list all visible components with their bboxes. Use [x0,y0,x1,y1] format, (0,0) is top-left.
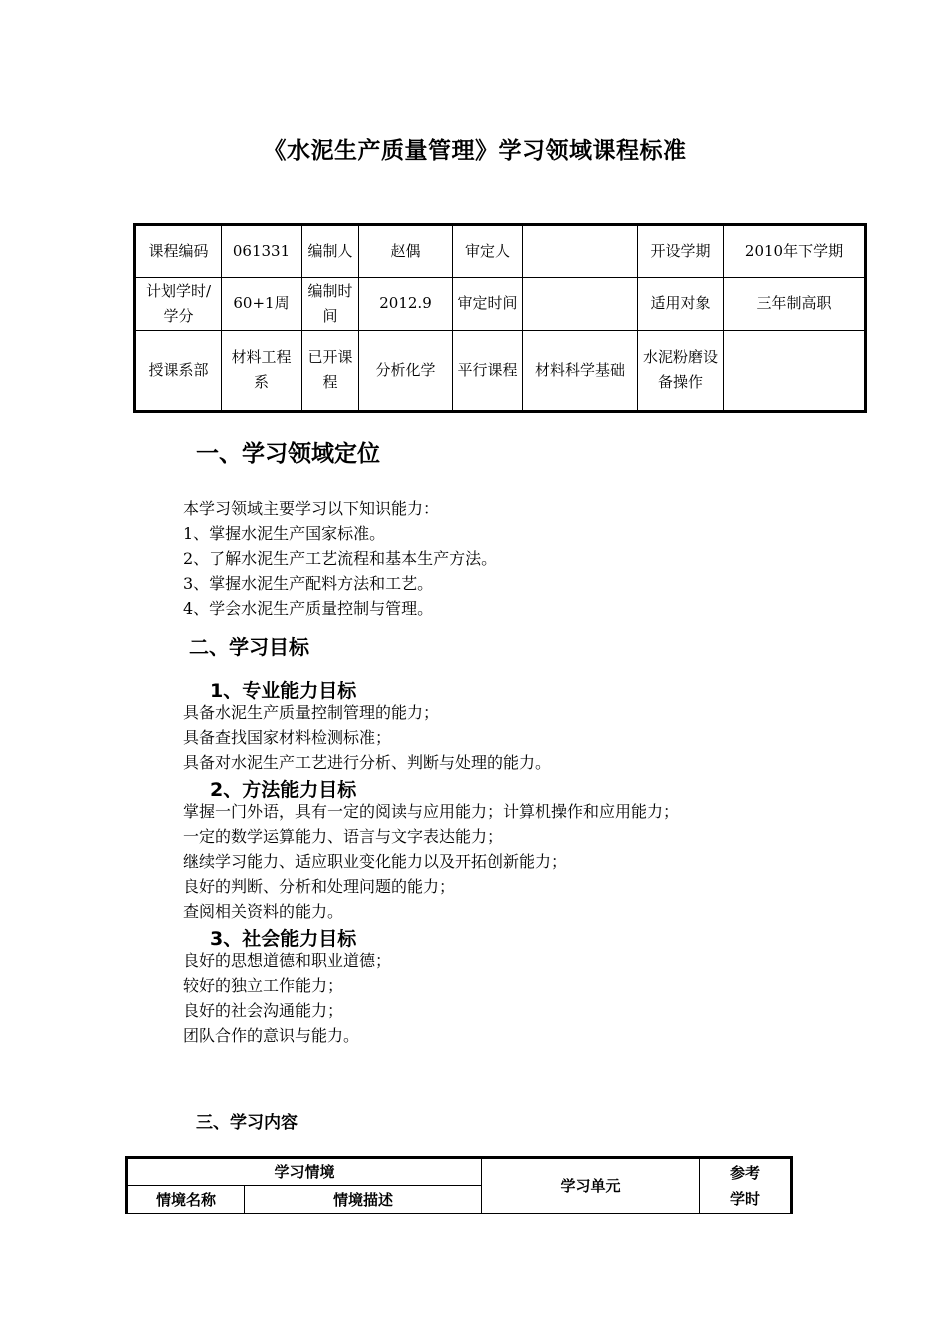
goal-line: 团队合作的意识与能力。 [183,1026,360,1045]
parallel-course-3 [724,330,866,411]
goal-line: 较好的独立工作能力； [183,976,344,995]
goal-line: 良好的社会沟通能力； [183,1001,344,1020]
goal-line: 一定的数学运算能力、语言与文字表达能力； [183,827,504,846]
section-1-heading: 一、学习领域定位 [196,441,380,467]
situation-description-header: 情境描述 [245,1186,482,1214]
prior-courses-value: 分析化学 [359,330,453,411]
goal-line: 良好的判断、分析和处理问题的能力； [183,877,456,896]
department-value: 材料工程系 [222,330,302,411]
semester-value: 2010年下学期 [724,225,866,278]
parallel-course-1: 材料科学基础 [523,330,638,411]
reviewer-value [523,225,638,278]
course-code-label: 课程编码 [135,225,222,278]
goal-line: 具备水泥生产质量控制管理的能力； [183,703,440,722]
learning-unit-header: 学习单元 [482,1158,700,1214]
course-info-table [133,223,867,413]
semester-label: 开设学期 [638,225,724,278]
info-row-3 [135,330,866,411]
review-date-label: 审定时间 [453,277,523,330]
compile-date-label: 编制时间 [302,277,359,330]
parallel-courses-label: 平行课程 [453,330,523,411]
author-label: 编制人 [302,225,359,278]
subsection-2-3-body [183,948,391,1048]
target-audience-label: 适用对象 [638,277,724,330]
goal-line: 查阅相关资料的能力。 [183,902,344,921]
section-1-line: 本学习领域主要学习以下知识能力： [183,499,440,518]
info-row-1 [135,225,866,278]
goal-line: 良好的思想道德和职业道德； [183,951,392,970]
parallel-course-2: 水泥粉磨设备操作 [638,330,724,411]
info-row-2 [135,277,866,330]
section-2-heading: 二、学习目标 [189,635,309,659]
subsection-2-1-heading: 1、专业能力目标 [210,680,357,702]
section-1-line: 4、学会水泥生产质量控制与管理。 [183,599,434,618]
course-code-value: 061331 [222,225,302,278]
section-1-line: 1、掌握水泥生产国家标准。 [183,524,386,543]
hours-credits-label: 计划学时/学分 [135,277,222,330]
section-1-body [183,496,497,621]
subsection-2-2-body [183,799,679,924]
department-label: 授课系部 [135,330,222,411]
author-value: 赵偶 [359,225,453,278]
section-1-line: 2、了解水泥生产工艺流程和基本生产方法。 [183,549,498,568]
section-1-line: 3、掌握水泥生产配料方法和工艺。 [183,574,434,593]
hours-credits-value: 60+1周 [222,277,302,330]
target-audience-value: 三年制高职 [724,277,866,330]
goal-line: 继续学习能力、适应职业变化能力以及开拓创新能力； [183,852,568,871]
goal-line: 掌握一门外语，具有一定的阅读与应用能力；计算机操作和应用能力； [183,802,680,821]
goal-line: 具备查找国家材料检测标准； [183,728,392,747]
subsection-2-3-heading: 3、社会能力目标 [210,928,357,950]
reviewer-label: 审定人 [453,225,523,278]
content-header-row-1 [127,1158,792,1186]
subsection-2-2-heading: 2、方法能力目标 [210,779,357,801]
section-3-heading: 三、学习内容 [196,1113,298,1133]
goal-line: 具备对水泥生产工艺进行分析、判断与处理的能力。 [183,753,552,772]
situation-name-header: 情境名称 [127,1186,245,1214]
reference-hours-header: 参考学时 [700,1158,792,1214]
compile-date-value: 2012.9 [359,277,453,330]
review-date-value [523,277,638,330]
page-title: 《水泥生产质量管理》学习领域课程标准 [263,138,687,164]
prior-courses-label: 已开课程 [302,330,359,411]
subsection-2-1-body [183,700,551,775]
learning-situation-header: 学习情境 [127,1158,482,1186]
learning-content-table [125,1156,793,1214]
